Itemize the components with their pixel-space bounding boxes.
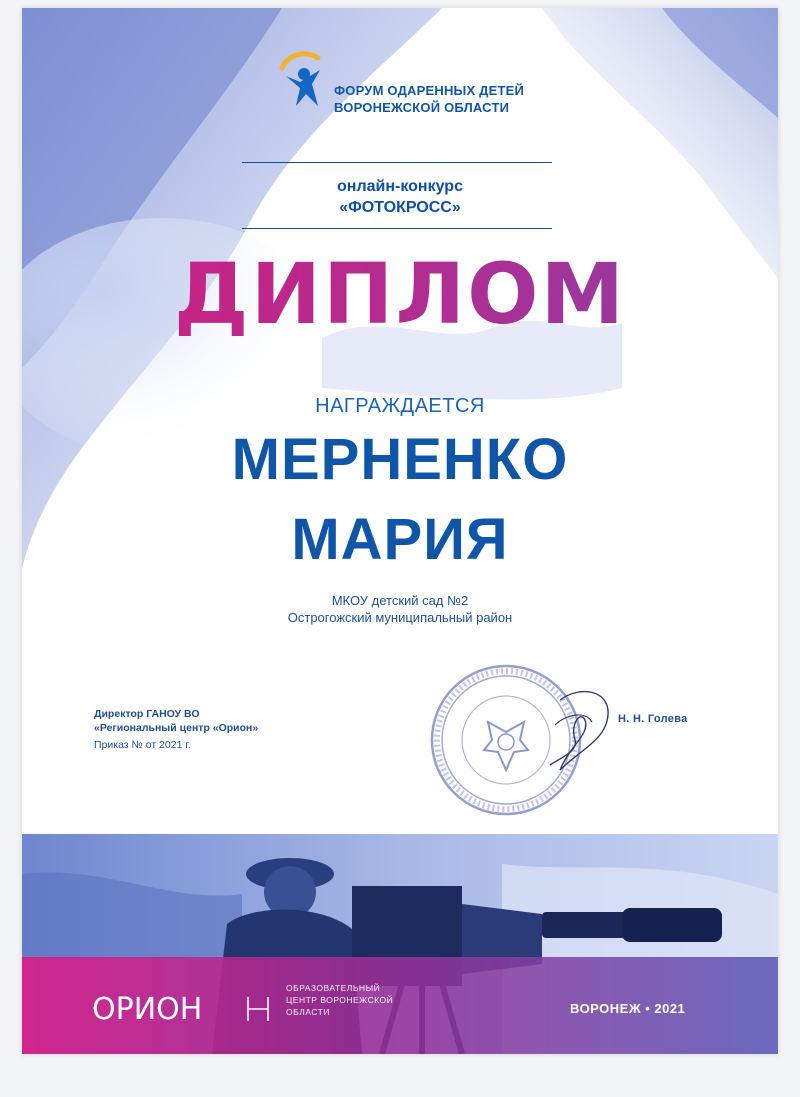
diploma-title: ДИПЛОМ — [22, 244, 778, 344]
center-line2: ЦЕНТР ВОРОНЕЖСКОЙ — [286, 995, 394, 1005]
top-rule — [242, 162, 552, 163]
center-line1: ОБРАЗОВАТЕЛЬНЫЙ — [286, 983, 381, 993]
contest-name: «ФОТОКРОСС» — [339, 199, 461, 216]
orion-logo — [92, 985, 282, 1029]
signer-name: Н. Н. Голева — [618, 713, 688, 725]
forum-title — [334, 82, 524, 116]
director-org: «Региональный центр «Орион» — [94, 722, 259, 734]
order-line: Приказ № от 2021 г. — [94, 739, 191, 751]
organization: МКОУ детский сад №2 — [331, 593, 469, 608]
center-line3: ОБЛАСТИ — [286, 1007, 330, 1017]
diploma-page — [22, 8, 778, 1054]
director-title: Директор ГАНОУ ВО — [94, 708, 200, 720]
forum-logo — [272, 46, 572, 126]
contest-type: онлайн-конкурс — [337, 178, 463, 195]
star-person-icon — [272, 46, 332, 116]
bottom-rule — [242, 228, 552, 229]
center-description — [286, 982, 393, 1018]
city-year: ВОРОНЕЖ • 2021 — [570, 1001, 686, 1016]
handwritten-signature — [530, 680, 620, 780]
recipient-surname: МЕРНЕНКО — [231, 427, 569, 492]
awarded-label: НАГРАЖДАЕТСЯ — [315, 395, 485, 417]
forum-title-line2: ВОРОНЕЖСКОЙ ОБЛАСТИ — [334, 100, 510, 115]
forum-title-line1: ФОРУМ ОДАРЕННЫХ ДЕТЕЙ — [334, 83, 525, 98]
district: Острогожский муниципальный район — [287, 610, 513, 625]
orion-logo-text: ОРИОН — [92, 992, 203, 1027]
recipient-firstname: МАРИЯ — [291, 507, 509, 572]
